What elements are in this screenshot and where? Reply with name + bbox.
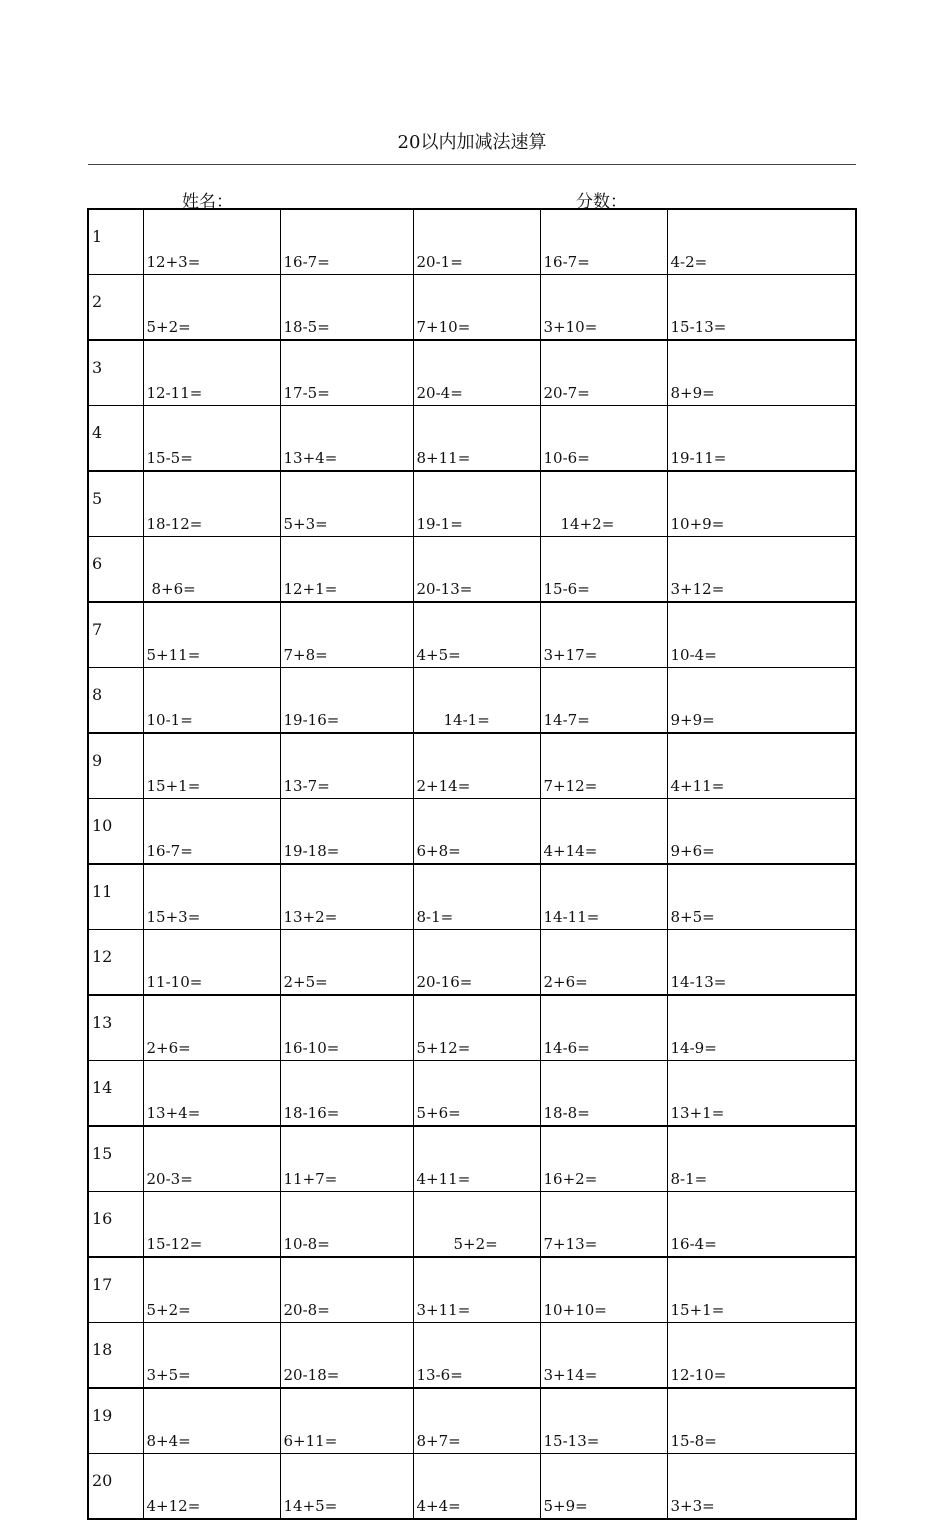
problem-cell: 14+2= — [540, 471, 667, 537]
problem-cell: 5+11= — [143, 602, 280, 668]
problem-cell: 19-18= — [280, 799, 413, 865]
problem-cell: 20-1= — [413, 209, 540, 275]
table-row — [88, 1454, 856, 1520]
problem-cell: 8+4= — [143, 1388, 280, 1454]
problem-cell: 19-11= — [667, 406, 856, 472]
problem-cell: 15+1= — [667, 1257, 856, 1323]
problem-cell: 8-1= — [413, 864, 540, 930]
table-row — [88, 733, 856, 799]
problem-cell: 8+9= — [667, 340, 856, 406]
problem-cell: 2+6= — [540, 930, 667, 996]
problem-cell: 14-1= — [413, 668, 540, 734]
problem-cell: 13-7= — [280, 733, 413, 799]
row-number: 1 — [88, 209, 143, 275]
row-number: 14 — [88, 1061, 143, 1127]
problem-cell: 16-7= — [143, 799, 280, 865]
problem-cell: 17-5= — [280, 340, 413, 406]
problem-cell: 16+2= — [540, 1126, 667, 1192]
problem-cell: 3+10= — [540, 275, 667, 341]
table-row — [88, 1126, 856, 1192]
problem-cell: 18-16= — [280, 1061, 413, 1127]
problem-cell: 8-1= — [667, 1126, 856, 1192]
problem-cell: 4+11= — [667, 733, 856, 799]
problem-cell: 18-5= — [280, 275, 413, 341]
problem-cell: 10-1= — [143, 668, 280, 734]
row-number: 18 — [88, 1323, 143, 1389]
problem-cell: 7+8= — [280, 602, 413, 668]
problem-cell: 14+5= — [280, 1454, 413, 1520]
problem-table-body — [88, 209, 856, 1519]
problem-cell: 13+4= — [280, 406, 413, 472]
problem-cell: 4+14= — [540, 799, 667, 865]
problem-cell: 12+1= — [280, 537, 413, 603]
table-row — [88, 471, 856, 537]
problem-cell: 13+4= — [143, 1061, 280, 1127]
problem-cell: 4+4= — [413, 1454, 540, 1520]
problem-cell: 14-7= — [540, 668, 667, 734]
problem-cell: 16-10= — [280, 995, 413, 1061]
table-row — [88, 1388, 856, 1454]
table-row — [88, 668, 856, 734]
problem-cell: 3+3= — [667, 1454, 856, 1520]
table-row — [88, 1257, 856, 1323]
problem-cell: 13+2= — [280, 864, 413, 930]
problem-cell: 7+12= — [540, 733, 667, 799]
table-row — [88, 995, 856, 1061]
problem-cell: 8+5= — [667, 864, 856, 930]
title-divider — [88, 164, 856, 165]
problem-cell: 2+5= — [280, 930, 413, 996]
row-number: 6 — [88, 537, 143, 603]
problem-cell: 4-2= — [667, 209, 856, 275]
table-row — [88, 537, 856, 603]
problem-cell: 13-6= — [413, 1323, 540, 1389]
problem-cell: 20-16= — [413, 930, 540, 996]
problem-cell: 5+2= — [143, 275, 280, 341]
problem-cell: 3+14= — [540, 1323, 667, 1389]
problem-cell: 6+8= — [413, 799, 540, 865]
problem-cell: 18-12= — [143, 471, 280, 537]
problem-cell: 15-12= — [143, 1192, 280, 1258]
problem-cell: 4+11= — [413, 1126, 540, 1192]
row-number: 11 — [88, 864, 143, 930]
problem-cell: 10-4= — [667, 602, 856, 668]
table-row — [88, 340, 856, 406]
problem-cell: 5+2= — [143, 1257, 280, 1323]
table-row — [88, 1192, 856, 1258]
table-row — [88, 275, 856, 341]
table-row — [88, 864, 856, 930]
row-number: 12 — [88, 930, 143, 996]
problem-cell: 19-1= — [413, 471, 540, 537]
problem-cell: 5+2= — [413, 1192, 540, 1258]
table-row — [88, 799, 856, 865]
problem-cell: 3+17= — [540, 602, 667, 668]
problem-table — [87, 208, 857, 1520]
problem-cell: 9+9= — [667, 668, 856, 734]
problem-cell: 15+3= — [143, 864, 280, 930]
row-number: 13 — [88, 995, 143, 1061]
problem-cell: 16-7= — [540, 209, 667, 275]
problem-cell: 10-6= — [540, 406, 667, 472]
table-row — [88, 406, 856, 472]
problem-cell: 14-11= — [540, 864, 667, 930]
row-number: 7 — [88, 602, 143, 668]
problem-cell: 2+14= — [413, 733, 540, 799]
problem-cell: 5+3= — [280, 471, 413, 537]
row-number: 17 — [88, 1257, 143, 1323]
problem-cell: 18-8= — [540, 1061, 667, 1127]
problem-cell: 20-7= — [540, 340, 667, 406]
name-label: 姓名： — [182, 192, 233, 212]
table-row — [88, 1323, 856, 1389]
problem-cell: 15-6= — [540, 537, 667, 603]
table-row — [88, 1061, 856, 1127]
problem-cell: 20-8= — [280, 1257, 413, 1323]
problem-cell: 20-13= — [413, 537, 540, 603]
score-label: 分数： — [576, 192, 627, 212]
row-number: 3 — [88, 340, 143, 406]
problem-cell: 20-18= — [280, 1323, 413, 1389]
problem-cell: 5+12= — [413, 995, 540, 1061]
problem-cell: 12-10= — [667, 1323, 856, 1389]
problem-cell: 2+6= — [143, 995, 280, 1061]
problem-cell: 20-4= — [413, 340, 540, 406]
problem-cell: 8+11= — [413, 406, 540, 472]
problem-cell: 14-6= — [540, 995, 667, 1061]
row-number: 16 — [88, 1192, 143, 1258]
problem-cell: 20-3= — [143, 1126, 280, 1192]
page-title: 20以内加减法速算 — [397, 132, 547, 153]
problem-cell: 15-5= — [143, 406, 280, 472]
problem-cell: 4+5= — [413, 602, 540, 668]
row-number: 15 — [88, 1126, 143, 1192]
row-number: 5 — [88, 471, 143, 537]
row-number: 8 — [88, 668, 143, 734]
problem-cell: 10+10= — [540, 1257, 667, 1323]
problem-cell: 3+11= — [413, 1257, 540, 1323]
problem-cell: 12-11= — [143, 340, 280, 406]
row-number: 9 — [88, 733, 143, 799]
problem-cell: 11-10= — [143, 930, 280, 996]
problem-cell: 14-9= — [667, 995, 856, 1061]
row-number: 20 — [88, 1454, 143, 1520]
row-number: 19 — [88, 1388, 143, 1454]
problem-cell: 10-8= — [280, 1192, 413, 1258]
row-number: 10 — [88, 799, 143, 865]
problem-cell: 7+10= — [413, 275, 540, 341]
problem-cell: 7+13= — [540, 1192, 667, 1258]
problem-cell: 8+6= — [143, 537, 280, 603]
problem-cell: 15-13= — [540, 1388, 667, 1454]
problem-cell: 13+1= — [667, 1061, 856, 1127]
problem-cell: 16-7= — [280, 209, 413, 275]
problem-cell: 8+7= — [413, 1388, 540, 1454]
problem-cell: 15-13= — [667, 275, 856, 341]
problem-cell: 16-4= — [667, 1192, 856, 1258]
problem-cell: 19-16= — [280, 668, 413, 734]
problem-cell: 4+12= — [143, 1454, 280, 1520]
problem-cell: 11+7= — [280, 1126, 413, 1192]
problem-cell: 15+1= — [143, 733, 280, 799]
problem-cell: 5+9= — [540, 1454, 667, 1520]
problem-cell: 10+9= — [667, 471, 856, 537]
row-number: 4 — [88, 406, 143, 472]
problem-cell: 3+5= — [143, 1323, 280, 1389]
problem-cell: 6+11= — [280, 1388, 413, 1454]
table-row — [88, 602, 856, 668]
problem-cell: 15-8= — [667, 1388, 856, 1454]
problem-cell: 14-13= — [667, 930, 856, 996]
row-number: 2 — [88, 275, 143, 341]
problem-cell: 3+12= — [667, 537, 856, 603]
table-row — [88, 930, 856, 996]
problem-cell: 9+6= — [667, 799, 856, 865]
problem-cell: 12+3= — [143, 209, 280, 275]
table-row — [88, 209, 856, 275]
problem-cell: 5+6= — [413, 1061, 540, 1127]
